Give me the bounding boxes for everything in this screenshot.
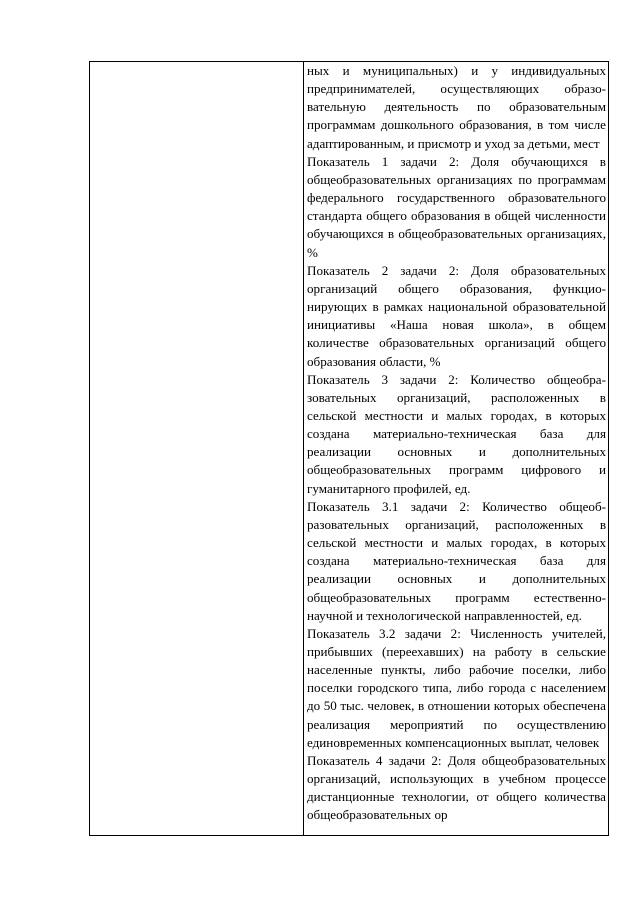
table-cell-right xyxy=(304,62,608,835)
paragraph-indicator-1: Показатель 1 задачи 2: Доля обучающихся в общеобразовательных организациях по программам федерального государственного образовательного стандарта общего образования в общей численности обучающихся в общеобразовательных организациях, % xyxy=(307,153,606,260)
paragraph-continuation: ных и муниципальных) и у индивидуальных предпринимателей, осуществляющих образовательную деятельность по образовательным программам дошкольного образования, в том числе адаптированным, и присмотр и уход за детьми, мест xyxy=(307,63,606,151)
paragraph-indicator-2: Показатель 2 задачи 2: Доля образовательных организаций общего образования, функционирующих в рамках национальной образовательной инициативы «Наша новая школа», в общем количестве образовательных организаций общего образования области, % xyxy=(307,262,606,369)
paragraph-indicator-3: Показатель 3 задачи 2: Количество общеобразовательных организаций, расположенных в сельской местности и малых городах, в которых создана материально-техническая база для реализации основных и дополнительных общеобразовательных программ цифрового и гуманитарного профилей, ед. xyxy=(307,371,606,496)
paragraph-indicator-4: Показатель 4 задачи 2: Доля общеобразовательных организаций, использующих в учебном процессе дистанционные технологии, от общего количества общеобразовательных ор xyxy=(307,752,606,823)
table-cell-left xyxy=(90,62,304,835)
paragraph-indicator-3-1: Показатель 3.1 задачи 2: Количество общеобразовательных организаций, расположенных в сельской местности и малых городах, в которых создана материально-техническая база для реализации основных и дополнительных общеобразовательных программ естественно-научной и технологической направленностей, ед. xyxy=(307,498,606,623)
document-table xyxy=(89,61,609,836)
paragraph-indicator-3-2: Показатель 3.2 задачи 2: Численность учителей, прибывших (переехавших) на работу в сельские населенные пункты, либо рабочие поселки, либо поселки городского типа, либо города с населением до 50 тыс. человек, в отношении которых обеспечена реализация мероприятий по осуществлению единовременных компенсационных выплат, человек xyxy=(307,625,606,750)
